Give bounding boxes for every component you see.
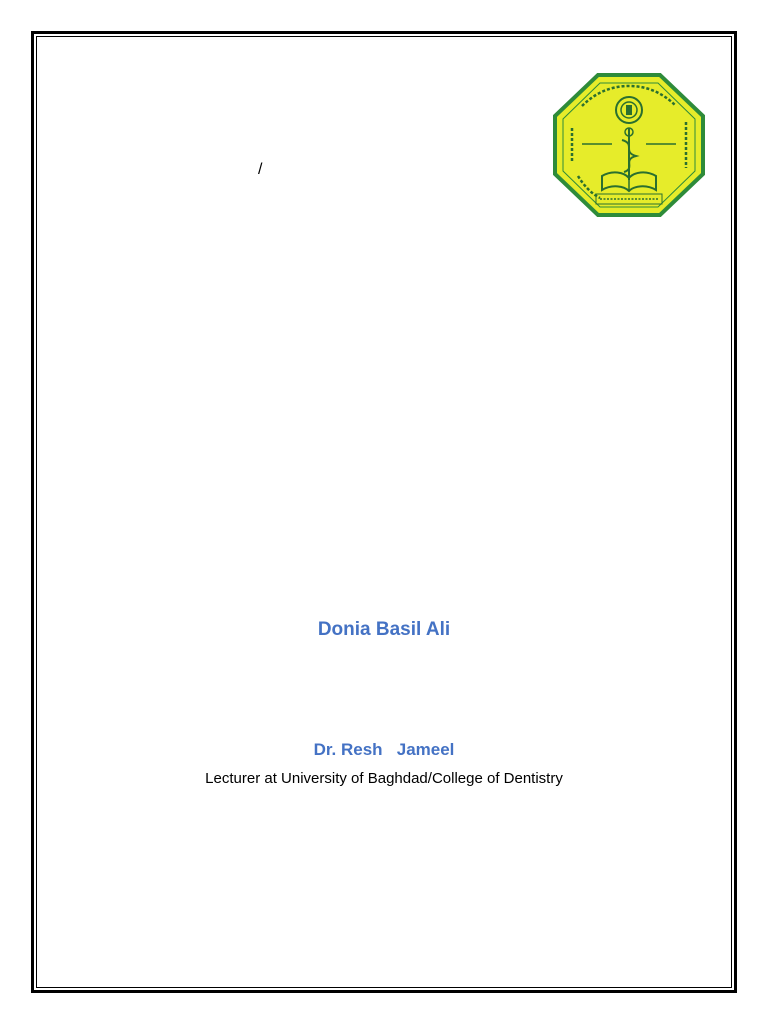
supervisor-name: Dr. Resh Jameel [313, 740, 455, 759]
supervisor-title: Lecturer at University of Baghdad/College of Dentistry [205, 770, 563, 787]
slash-mark: / [258, 161, 263, 178]
college-of-dentistry-seal-logo [552, 72, 706, 218]
student-name: Donia Basil Ali [317, 619, 451, 640]
